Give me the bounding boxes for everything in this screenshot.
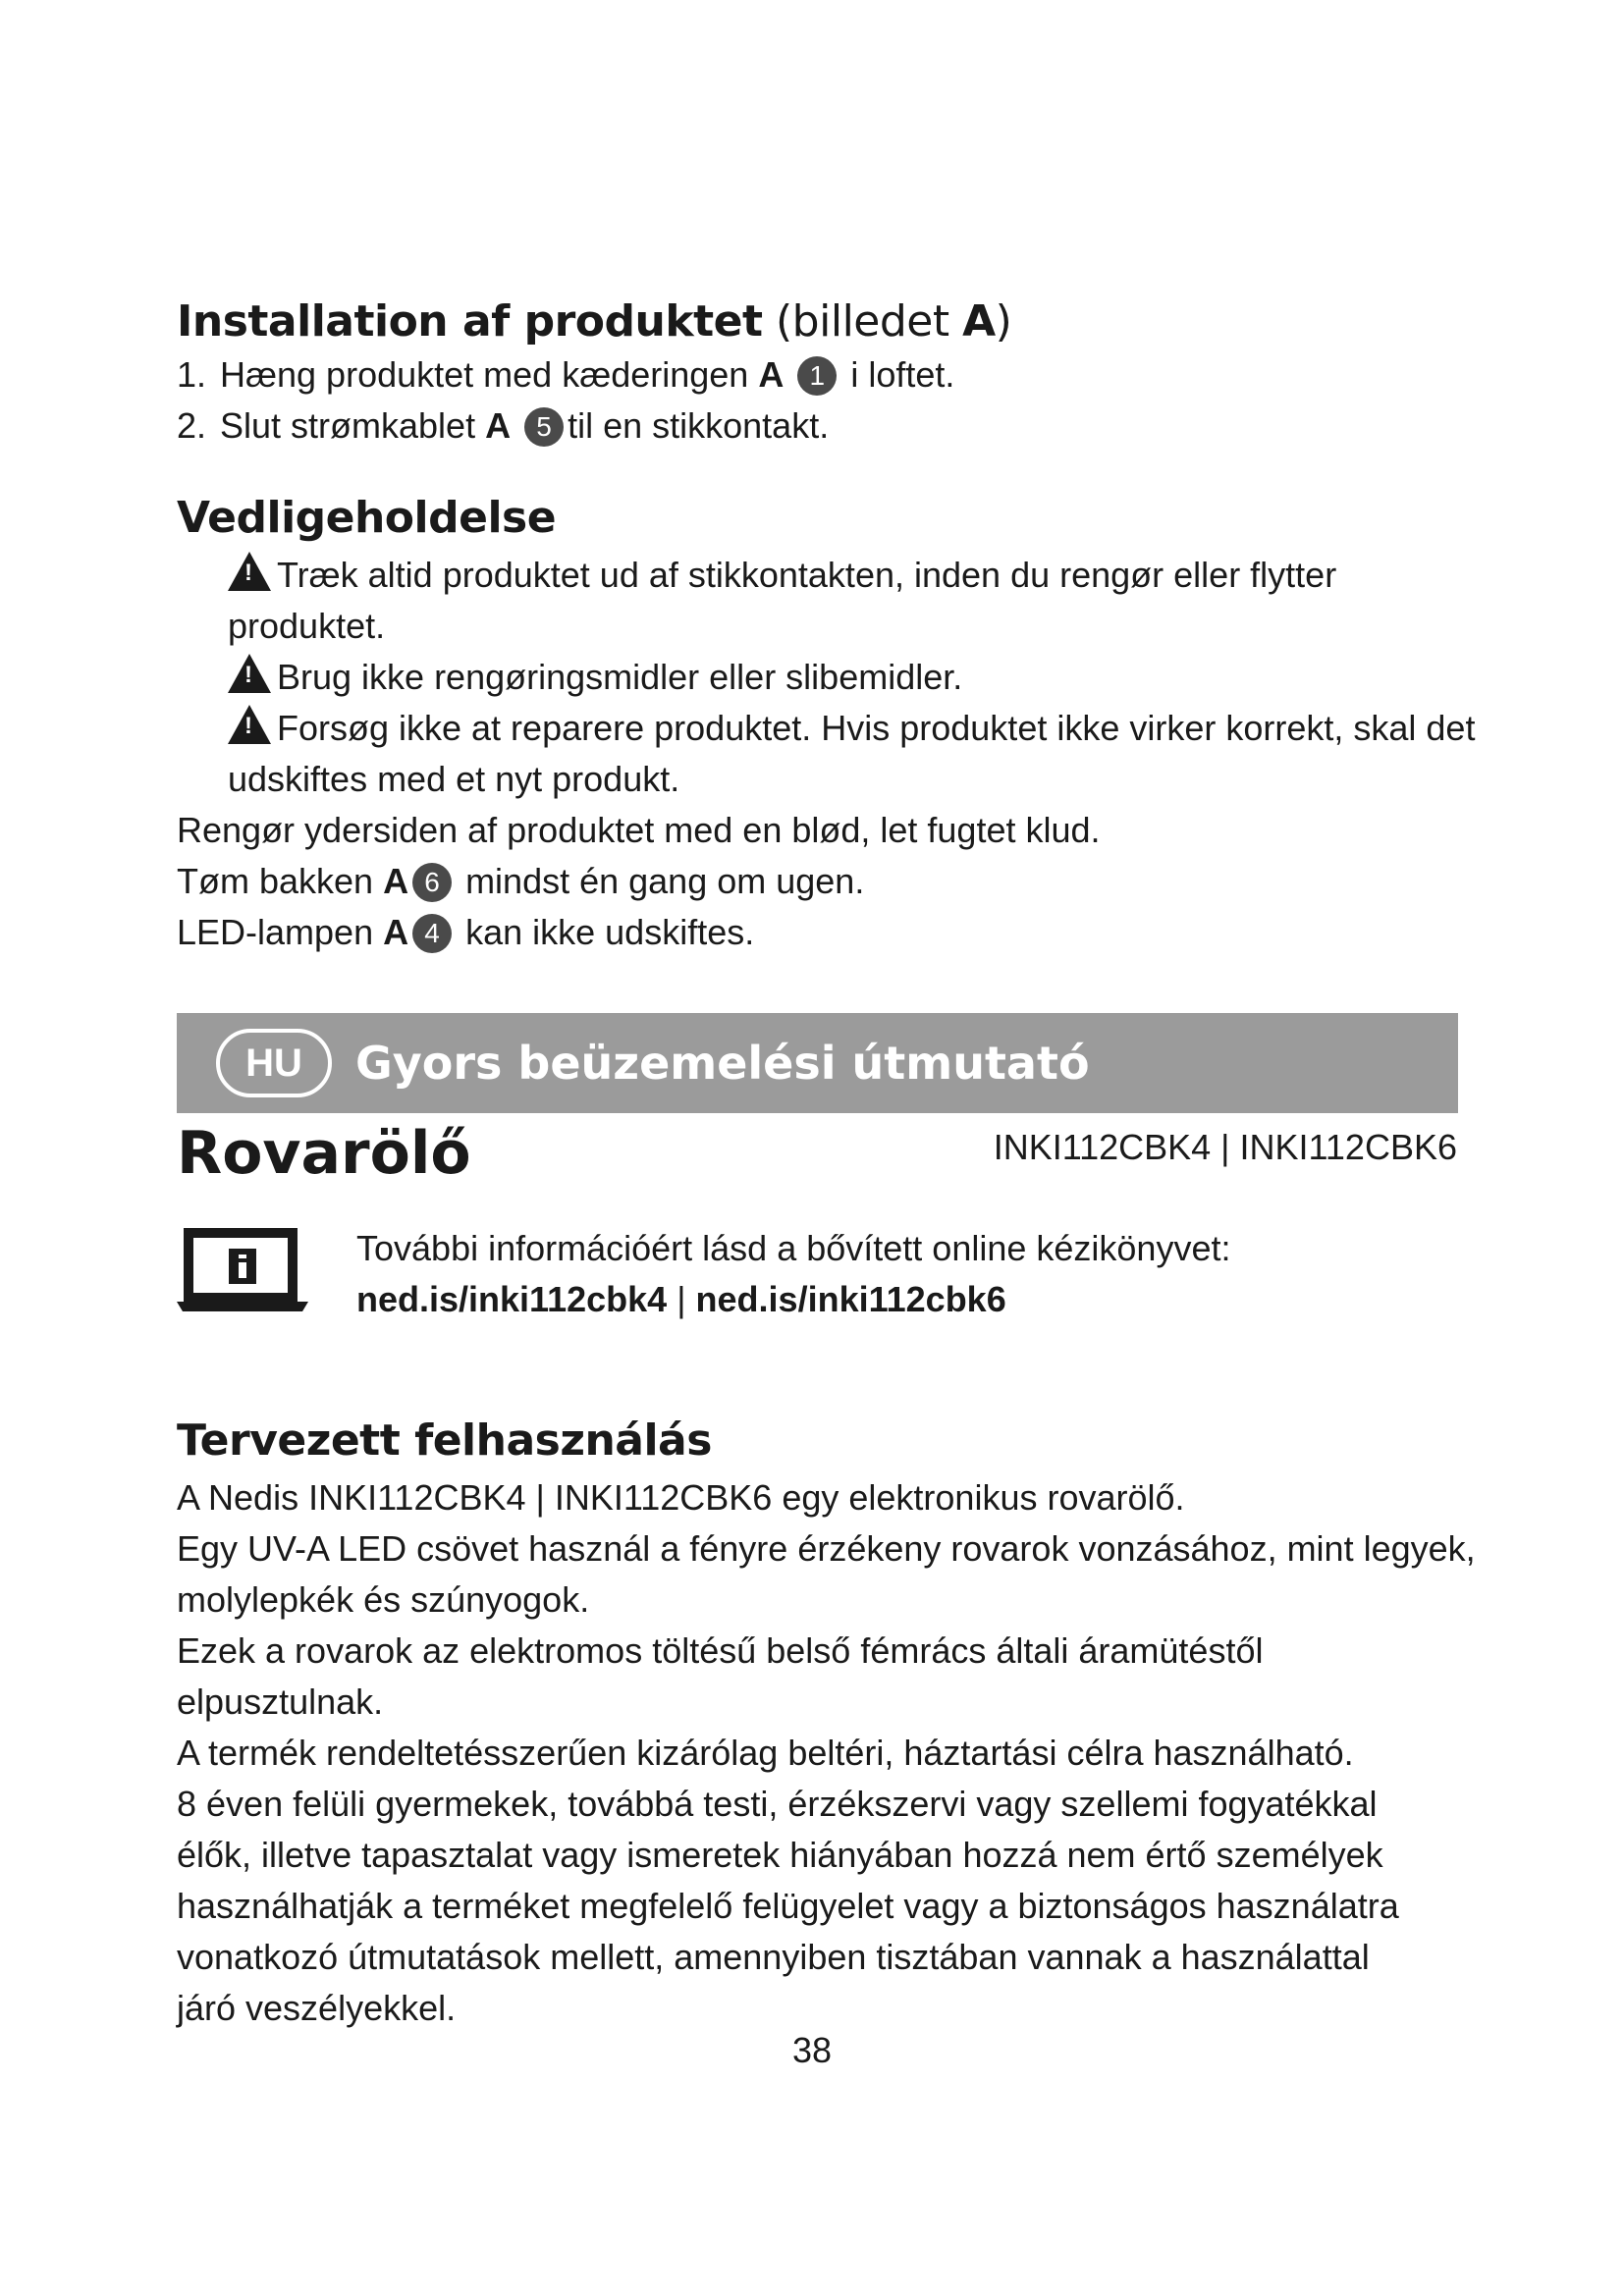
installation-heading: Installation af produktet (billedet A) bbox=[177, 296, 1012, 347]
paragraph-line: élők, illetve tapasztalat vagy ismeretek hiányában hozzá nem értő személyek bbox=[177, 1835, 1383, 1875]
installation-section bbox=[177, 294, 1476, 958]
paragraph-line: vonatkozó útmutatások mellett, amennyiben tisztában vannak a használattal bbox=[177, 1937, 1370, 1977]
model-numbers: INKI112CBK4 | INKI112CBK6 bbox=[993, 1127, 1457, 1167]
warning-item-continuation: udskiftes med et nyt produkt. bbox=[228, 759, 680, 799]
warning-icon: ! bbox=[228, 552, 271, 591]
warning-item: ! Brug ikke rengøringsmidler eller slibemidler. bbox=[177, 652, 1458, 703]
installation-step: 1. Hæng produktet med kæderingen A 1 i loftet. bbox=[177, 354, 955, 395]
manual-links: ned.is/inki112cbk4 | ned.is/inki112cbk6 bbox=[356, 1279, 1006, 1319]
warning-item-continuation: produktet. bbox=[228, 606, 386, 646]
info-block bbox=[177, 1227, 1458, 1335]
warning-item: ! Træk altid produktet ud af stikkontakten, inden du rengør eller flytter bbox=[177, 550, 1458, 601]
page-number: 38 bbox=[791, 2030, 833, 2070]
warning-icon: ! bbox=[228, 705, 271, 744]
paragraph-line: járó veszélyekkel. bbox=[177, 1988, 457, 2028]
callout-badge: 6 bbox=[412, 863, 452, 902]
paragraph-line: A Nedis INKI112CBK4 | INKI112CBK6 egy elektronikus rovarölő. bbox=[177, 1477, 1185, 1518]
info-description: További információért lásd a bővített online kézikönyvet: bbox=[356, 1228, 1231, 1268]
maintenance-heading: Vedligeholdelse bbox=[177, 493, 557, 543]
callout-badge: 5 bbox=[524, 407, 564, 447]
product-title: Rovarölő bbox=[177, 1119, 471, 1188]
cleaning-instruction: Rengør ydersiden af produktet med en blød, let fugtet klud. bbox=[177, 810, 1101, 850]
laptop-info-icon bbox=[177, 1227, 308, 1315]
callout-badge: 1 bbox=[797, 356, 837, 396]
manual-link-cbk4[interactable]: ned.is/inki112cbk4 bbox=[356, 1279, 668, 1319]
warning-icon: ! bbox=[228, 654, 271, 693]
paragraph-line: molylepkék és szúnyogok. bbox=[177, 1579, 590, 1620]
warning-item: ! Forsøg ikke at reparere produktet. Hvis produktet ikke virker korrekt, skal det bbox=[177, 703, 1458, 754]
paragraph-line: használhatják a terméket megfelelő felügyelet vagy a biztonságos használatra bbox=[177, 1886, 1399, 1926]
led-instruction: LED-lampen A 4 kan ikke udskiftes. bbox=[177, 912, 755, 952]
info-text bbox=[356, 1223, 1230, 1325]
intended-use-heading: Tervezett felhasználás bbox=[177, 1415, 712, 1466]
paragraph-line: Egy UV-A LED csövet használ a fényre érzékeny rovarok vonzásához, mint legyek, bbox=[177, 1528, 1476, 1569]
language-badge: HU bbox=[216, 1029, 332, 1097]
manual-link-cbk6[interactable]: ned.is/inki112cbk6 bbox=[695, 1279, 1006, 1319]
paragraph-line: Ezek a rovarok az elektromos töltésű belső fémrács általi áramütéstől bbox=[177, 1630, 1264, 1671]
paragraph-line: A termék rendeltetésszerűen kizárólag beltéri, háztartási célra használható. bbox=[177, 1733, 1354, 1773]
tray-instruction: Tøm bakken A 6 mindst én gang om ugen. bbox=[177, 861, 865, 901]
paragraph-line: 8 éven felüli gyermekek, továbbá testi, érzékszervi vagy szellemi fogyatékkal bbox=[177, 1784, 1378, 1824]
installation-step: 2. Slut strømkablet A 5 til en stikkontakt. bbox=[177, 405, 830, 446]
banner-title: Gyors beüzemelési útmutató bbox=[355, 1037, 1090, 1090]
callout-badge: 4 bbox=[412, 914, 452, 953]
intended-use-section bbox=[177, 1414, 1476, 2034]
paragraph-line: elpusztulnak. bbox=[177, 1682, 384, 1722]
language-banner bbox=[177, 1013, 1458, 1113]
